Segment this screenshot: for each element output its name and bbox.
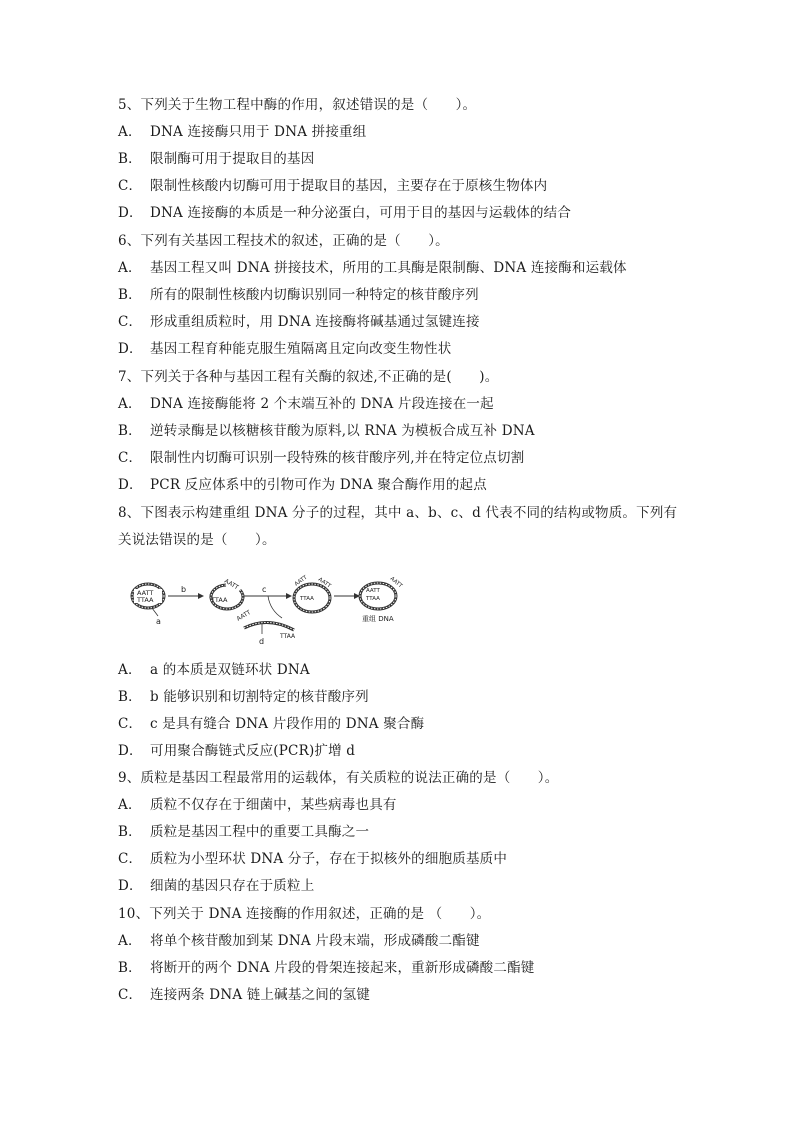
- option-letter: A．: [118, 260, 142, 276]
- option-letter: C．: [118, 987, 143, 1003]
- question-8-option-b: [118, 688, 369, 706]
- option-text: c 是具有缝合 DNA 片段作用的 DNA 聚合酶: [150, 716, 425, 732]
- option-letter: C．: [118, 716, 143, 732]
- question-7-option-c: [118, 449, 524, 467]
- option-letter: D．: [118, 341, 143, 357]
- option-letter: B．: [118, 287, 142, 303]
- option-text: 质粒为小型环状 DNA 分子，存在于拟核外的细胞质基质中: [150, 851, 508, 867]
- arrow-c: [244, 585, 292, 618]
- option-text: 限制性内切酶可识别一段特殊的核苷酸序列,并在特定位点切割: [150, 450, 525, 466]
- question-8-option-d: [118, 742, 355, 760]
- question-5-option-b: [118, 150, 314, 168]
- joined-seq-right: AATT: [316, 576, 332, 590]
- sticky-end-top: AATT: [223, 577, 240, 592]
- option-letter: A．: [118, 933, 142, 949]
- recombinant-seq-bottom: TTAA: [366, 596, 380, 602]
- option-letter: D．: [118, 477, 143, 493]
- option-text: b 能够识别和切割特定的核苷酸序列: [150, 689, 369, 705]
- seq-bottom-label: TTAA: [137, 596, 154, 604]
- plasmid-a: [132, 584, 164, 626]
- option-text: 基因工程又叫 DNA 拼接技术，所用的工具酶是限制酶、DNA 连接酶和运载体: [150, 260, 627, 276]
- question-6-option-c: [118, 313, 480, 331]
- question-10-option-c: [118, 986, 370, 1004]
- label-a: a: [156, 617, 161, 626]
- label-c: c: [262, 585, 267, 594]
- recombinant-dna: [360, 576, 404, 623]
- option-letter: A．: [118, 124, 142, 140]
- option-text: 逆转录酶是以核糖核苷酸为原料,以 RNA 为模板合成互补 DNA: [150, 423, 535, 439]
- option-text: 将断开的两个 DNA 片段的骨架连接起来，重新形成磷酸二酯键: [150, 960, 535, 976]
- option-text: 将单个核苷酸加到某 DNA 片段末端，形成磷酸二酯键: [150, 933, 480, 949]
- option-letter: A．: [118, 797, 142, 813]
- question-6-option-a: [118, 259, 627, 277]
- question-9-option-b: [118, 823, 369, 841]
- option-letter: B．: [118, 824, 142, 840]
- option-letter: D．: [118, 205, 143, 221]
- option-letter: B．: [118, 151, 142, 167]
- question-8-option-c: [118, 715, 424, 733]
- joined-seq-top: AATT: [293, 574, 309, 588]
- question-6-option-b: [118, 286, 479, 304]
- question-7-option-a: [118, 395, 494, 413]
- option-text: DNA 连接酶能将 2 个末端互补的 DNA 片段连接在一起: [150, 396, 494, 412]
- option-letter: B．: [118, 689, 142, 705]
- fragment-seq-bottom: TTAA: [280, 633, 296, 640]
- question-7-option-b: [118, 422, 535, 440]
- recombinant-dna-figure: [118, 566, 418, 646]
- option-text: DNA 连接酶只用于 DNA 拼接重组: [150, 124, 367, 140]
- cut-plasmid: [210, 578, 243, 609]
- option-text: 所有的限制性核酸内切酶识别同一种特定的核苷酸序列: [150, 287, 479, 303]
- option-text: 限制酶可用于提取目的基因: [150, 151, 315, 167]
- question-9-option-a: [118, 796, 397, 814]
- question-5-stem: 5、下列关于生物工程中酶的作用，叙述错误的是（ ）。: [118, 97, 477, 113]
- option-text: DNA 连接酶的本质是一种分泌蛋白，可用于目的基因与运载体的结合: [150, 205, 572, 221]
- question-8-stem-line-2: 关说法错误的是（ ）。: [118, 532, 276, 548]
- option-letter: C．: [118, 178, 143, 194]
- option-text: 细菌的基因只存在于质粒上: [150, 878, 315, 894]
- option-letter: A．: [118, 662, 142, 678]
- option-letter: D．: [118, 878, 143, 894]
- question-6-option-d: [118, 340, 451, 358]
- label-d: d: [259, 637, 265, 646]
- fragment-seq-top: AATT: [235, 609, 253, 623]
- question-5-option-d: [118, 204, 571, 222]
- question-7-option-d: [118, 476, 487, 494]
- question-10-option-a: [118, 932, 480, 950]
- question-7-stem: 7、下列关于各种与基因工程有关酶的叙述,不正确的是( )。: [118, 369, 499, 385]
- arrow-b: [168, 585, 204, 599]
- option-text: 基因工程育种能克服生殖隔离且定向改变生物性状: [150, 341, 452, 357]
- question-5-option-c: [118, 177, 547, 195]
- question-6-stem: 6、下列有关基因工程技术的叙述，正确的是（ ）。: [118, 233, 449, 249]
- option-text: a 的本质是双链环状 DNA: [150, 662, 310, 678]
- question-5-option-a: [118, 123, 366, 141]
- question-8-stem-line-1: 8、下图表示构建重组 DNA 分子的过程，其中 a、b、c、d 代表不同的结构或物质。下列有: [118, 505, 678, 521]
- option-letter: B．: [118, 423, 142, 439]
- joined-plasmid: [294, 574, 332, 612]
- question-8-option-a: [118, 661, 310, 679]
- option-letter: C．: [118, 314, 143, 330]
- option-letter: B．: [118, 960, 142, 976]
- option-text: 形成重组质粒时，用 DNA 连接酶将碱基通过氢键连接: [150, 314, 480, 330]
- option-letter: D．: [118, 743, 143, 759]
- option-text: PCR 反应体系中的引物可作为 DNA 聚合酶作用的起点: [150, 477, 487, 493]
- question-10-option-b: [118, 959, 534, 977]
- recombinant-seq-right: AATT: [388, 575, 404, 590]
- option-letter: C．: [118, 450, 143, 466]
- joined-seq-bottom: TTAA: [300, 596, 314, 602]
- label-b: b: [181, 585, 187, 594]
- option-text: 限制性核酸内切酶可用于提取目的基因，主要存在于原核生物体内: [150, 178, 548, 194]
- question-9-option-c: [118, 850, 507, 868]
- figure-caption: 重组 DNA: [362, 615, 394, 623]
- question-9-stem: 9、质粒是基因工程最常用的运载体，有关质粒的说法正确的是（ ）。: [118, 770, 559, 786]
- option-letter: A．: [118, 396, 142, 412]
- option-letter: C．: [118, 851, 143, 867]
- fragment-d: [236, 609, 297, 646]
- question-9-option-d: [118, 877, 314, 895]
- seq-top-label: AATT: [137, 589, 154, 597]
- recombinant-seq-top: AATT: [366, 588, 380, 594]
- arrow-final: [334, 593, 360, 599]
- option-text: 质粒不仅存在于细菌中，某些病毒也具有: [150, 797, 397, 813]
- option-text: 质粒是基因工程中的重要工具酶之一: [150, 824, 370, 840]
- option-text: 可用聚合酶链式反应(PCR)扩增 d: [150, 743, 356, 759]
- question-10-stem: 10、下列关于 DNA 连接酶的作用叙述，正确的是 （ ）。: [118, 906, 491, 922]
- sticky-end-bottom: TTAA: [211, 596, 228, 604]
- option-text: 连接两条 DNA 链上碱基之间的氢键: [150, 987, 371, 1003]
